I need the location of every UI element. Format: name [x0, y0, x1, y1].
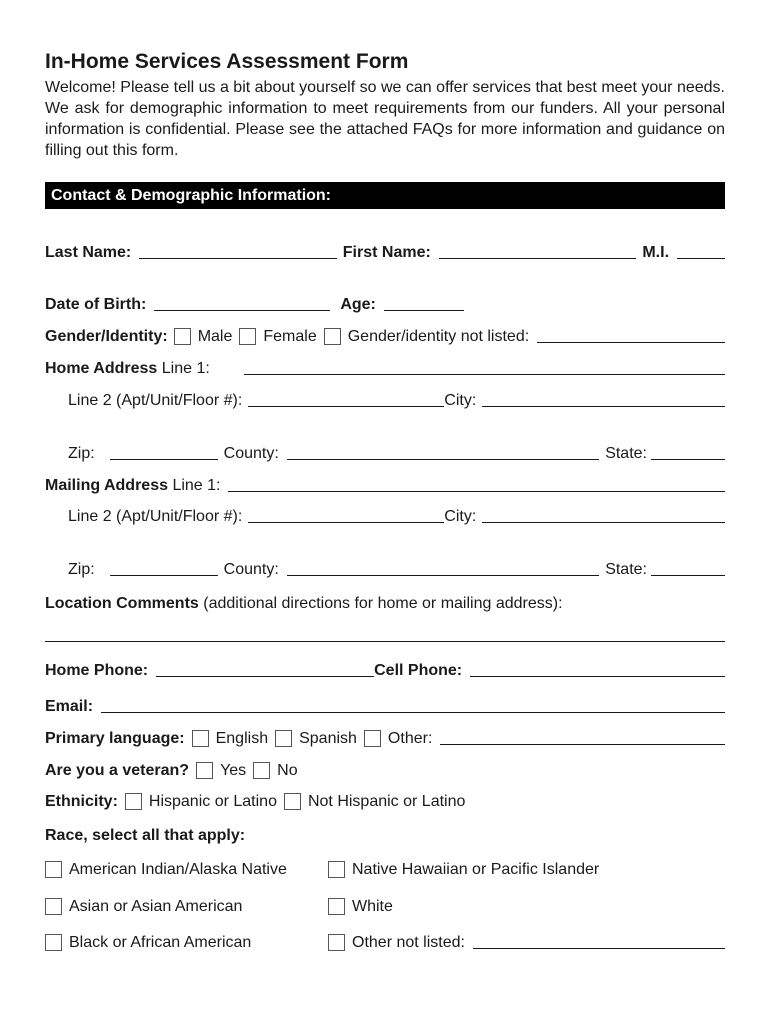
race-other-label: Other not listed: — [352, 934, 465, 951]
mailing-zip-row — [68, 557, 725, 579]
mailing-line1-field[interactable] — [228, 490, 725, 492]
race-nhpi-checkbox[interactable] — [328, 861, 345, 878]
mi-label: M.I. — [642, 244, 670, 261]
lang-english-checkbox[interactable] — [192, 730, 209, 747]
race-nhpi-row — [328, 857, 725, 879]
veteran-yes-label: Yes — [220, 762, 247, 779]
home-address-label: Home Address — [45, 360, 158, 377]
first-name-field[interactable] — [439, 257, 637, 259]
mailing-city-label: City: — [444, 508, 477, 525]
lang-other-label: Other: — [387, 730, 433, 747]
race-aian-label: American Indian/Alaska Native — [69, 861, 287, 878]
mailing-line2-label: Line 2 (Apt/Unit/Floor #): — [68, 508, 243, 525]
mailing-zip-field[interactable] — [110, 574, 218, 576]
last-name-field[interactable] — [139, 257, 337, 259]
lang-other-field[interactable] — [440, 743, 725, 745]
race-white-checkbox[interactable] — [328, 898, 345, 915]
home-address-line1-row — [45, 356, 725, 378]
gender-female-label: Female — [263, 328, 317, 345]
location-comments-row — [45, 591, 725, 613]
race-label: Race, select all that apply: — [45, 827, 246, 844]
section-header: Contact & Demographic Information: — [45, 182, 725, 209]
home-county-label: County: — [223, 445, 279, 462]
mailing-line1-label: Line 1: — [172, 477, 221, 494]
lang-english-label: English — [215, 730, 269, 747]
race-asian-row — [45, 894, 328, 916]
gender-not-listed-label: Gender/identity not listed: — [347, 328, 530, 345]
gender-row — [45, 324, 725, 346]
hispanic-checkbox[interactable] — [125, 793, 142, 810]
email-field[interactable] — [101, 711, 725, 713]
lang-spanish-label: Spanish — [299, 730, 357, 747]
race-black-checkbox[interactable] — [45, 934, 62, 951]
mailing-address-line2-row — [68, 504, 725, 526]
home-zip-field[interactable] — [110, 458, 218, 460]
race-other-field[interactable] — [473, 947, 725, 949]
race-aian-row — [45, 857, 328, 879]
home-zip-label: Zip: — [68, 445, 95, 462]
home-line2-field[interactable] — [248, 405, 444, 407]
home-address-line2-row — [68, 388, 725, 410]
veteran-no-label: No — [277, 762, 298, 779]
race-black-row — [45, 930, 328, 952]
mi-field[interactable] — [677, 257, 725, 259]
home-city-field[interactable] — [482, 405, 725, 407]
ethnicity-row — [45, 789, 725, 811]
cell-phone-field[interactable] — [470, 675, 725, 677]
race-other-row — [328, 930, 725, 952]
home-phone-field[interactable] — [156, 675, 374, 677]
email-label: Email: — [45, 698, 94, 715]
home-line1-label: Line 1: — [161, 360, 210, 377]
race-asian-checkbox[interactable] — [45, 898, 62, 915]
race-other-checkbox[interactable] — [328, 934, 345, 951]
age-field[interactable] — [384, 309, 464, 311]
race-asian-label: Asian or Asian American — [69, 898, 243, 915]
intro-paragraph: Welcome! Please tell us a bit about yourself so we can offer services that best meet your needs. We ask for demographic information to meet requirements from our funders. All your personal information is confidential. Please see the attached FAQs for more information and guidance on filling out this form. — [45, 79, 725, 159]
dob-field[interactable] — [154, 309, 330, 311]
dob-label: Date of Birth: — [45, 296, 147, 313]
home-city-label: City: — [444, 392, 477, 409]
home-state-field[interactable] — [651, 458, 725, 460]
race-white-label: White — [352, 898, 393, 915]
home-state-label: State: — [605, 445, 647, 462]
form-title: In-Home Services Assessment Form — [45, 50, 409, 73]
cell-phone-label: Cell Phone: — [374, 662, 463, 679]
gender-not-listed-field[interactable] — [537, 341, 725, 343]
race-black-label: Black or African American — [69, 934, 252, 951]
not-hispanic-checkbox[interactable] — [284, 793, 301, 810]
home-line1-field[interactable] — [244, 373, 725, 375]
home-line2-label: Line 2 (Apt/Unit/Floor #): — [68, 392, 243, 409]
lang-spanish-checkbox[interactable] — [275, 730, 292, 747]
veteran-no-checkbox[interactable] — [253, 762, 270, 779]
location-comments-note: (additional directions for home or mailing address): — [203, 595, 563, 612]
gender-male-checkbox[interactable] — [174, 328, 191, 345]
gender-female-checkbox[interactable] — [239, 328, 256, 345]
race-nhpi-label: Native Hawaiian or Pacific Islander — [352, 861, 600, 878]
location-comments-label: Location Comments — [45, 595, 199, 612]
race-aian-checkbox[interactable] — [45, 861, 62, 878]
hispanic-label: Hispanic or Latino — [148, 793, 277, 810]
name-row — [45, 240, 725, 262]
home-zip-row — [68, 441, 725, 463]
home-phone-label: Home Phone: — [45, 662, 149, 679]
mailing-city-field[interactable] — [482, 521, 725, 523]
not-hispanic-label: Not Hispanic or Latino — [307, 793, 466, 810]
first-name-label: First Name: — [342, 244, 431, 261]
age-label: Age: — [340, 296, 376, 313]
lang-other-checkbox[interactable] — [364, 730, 381, 747]
dob-row — [45, 292, 725, 314]
mailing-county-field[interactable] — [287, 574, 599, 576]
veteran-yes-checkbox[interactable] — [196, 762, 213, 779]
race-white-row — [328, 894, 725, 916]
mailing-address-label: Mailing Address — [45, 477, 168, 494]
email-row — [45, 694, 725, 716]
gender-not-listed-checkbox[interactable] — [324, 328, 341, 345]
mailing-address-line1-row — [45, 473, 725, 495]
veteran-label: Are you a veteran? — [45, 762, 190, 779]
gender-male-label: Male — [197, 328, 233, 345]
mailing-state-label: State: — [605, 561, 647, 578]
last-name-label: Last Name: — [45, 244, 132, 261]
mailing-state-field[interactable] — [651, 574, 725, 576]
mailing-zip-label: Zip: — [68, 561, 95, 578]
mailing-line2-field[interactable] — [248, 521, 444, 523]
primary-language-label: Primary language: — [45, 730, 185, 747]
race-row — [45, 823, 725, 845]
phone-row — [45, 658, 725, 680]
language-row — [45, 726, 725, 748]
ethnicity-label: Ethnicity: — [45, 793, 118, 810]
gender-label: Gender/Identity: — [45, 328, 168, 345]
location-comments-field[interactable] — [45, 641, 725, 642]
home-county-field[interactable] — [287, 458, 599, 460]
mailing-county-label: County: — [223, 561, 279, 578]
veteran-row — [45, 758, 725, 780]
